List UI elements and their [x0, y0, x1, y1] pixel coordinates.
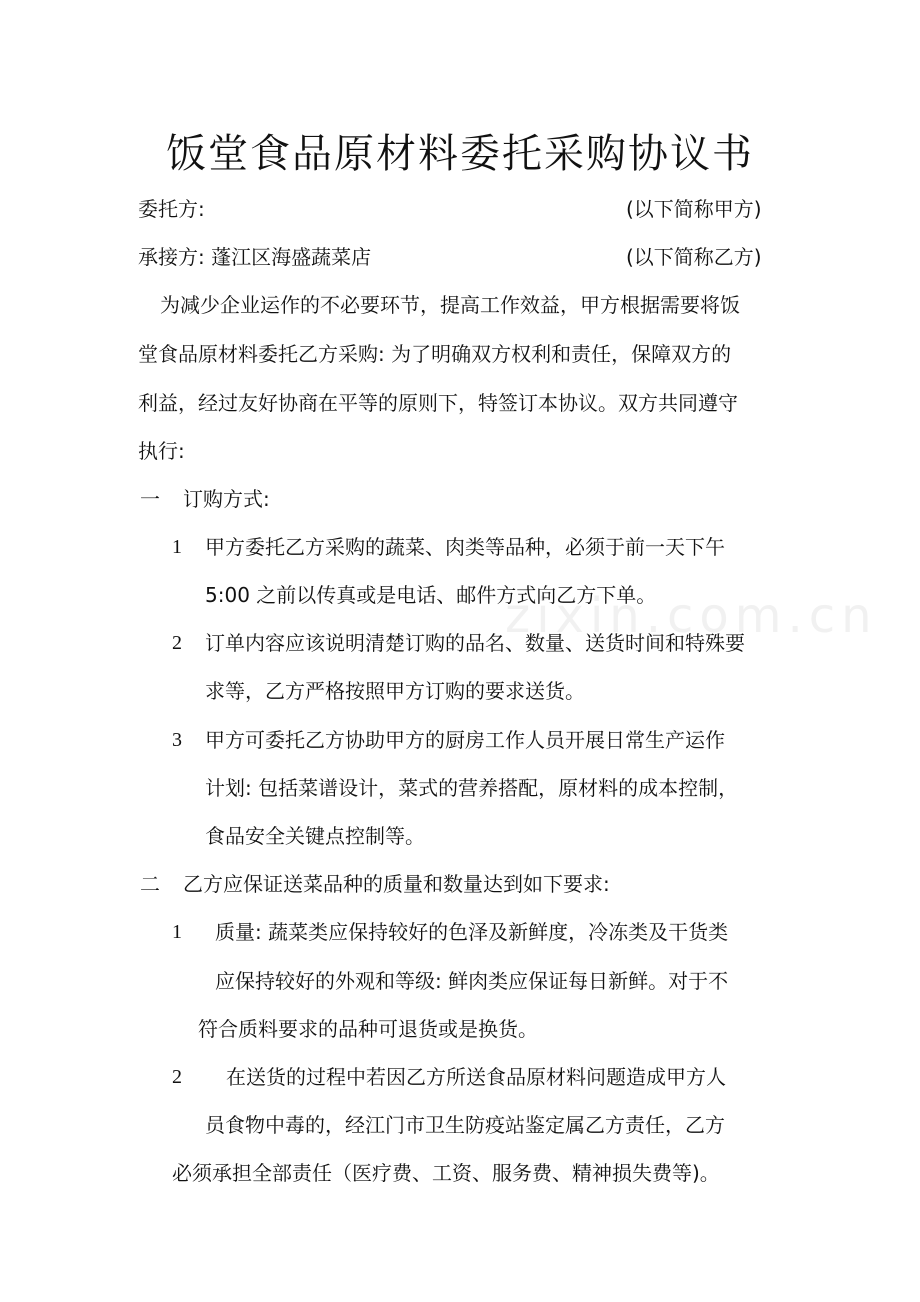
- section-2-heading: 乙方应保证送菜品种的质量和数量达到如下要求:: [183, 872, 610, 896]
- item-line: 5:00 之前以传真或是电话、邮件方式向乙方下单。: [205, 583, 657, 607]
- item-number: 2: [172, 632, 182, 654]
- watermark: zixin.com.cn: [505, 588, 878, 644]
- item-line: 在送货的过程中若因乙方所送食品原材料问题造成甲方人: [226, 1065, 726, 1089]
- intro-line: 执行:: [138, 439, 185, 463]
- item-number: 2: [172, 1066, 182, 1088]
- item-number: 1: [172, 921, 182, 943]
- party-a-abbrev: (以下简称甲方): [626, 197, 762, 221]
- item-line: 计划: 包括菜谱设计，菜式的营养搭配，原材料的成本控制，: [205, 776, 739, 800]
- intro-line: 堂食品原材料委托乙方采购: 为了明确双方权利和责任，保障双方的: [138, 342, 732, 366]
- item-line: 甲方委托乙方采购的蔬菜、肉类等品种，必须于前一天下午: [205, 535, 725, 559]
- item-line: 求等，乙方严格按照甲方订购的要求送货。: [205, 679, 585, 703]
- intro-line: 利益，经过友好协商在平等的原则下，特签订本协议。双方共同遵守: [138, 391, 738, 415]
- party-a-label: 委托方:: [138, 197, 205, 221]
- section-1-heading: 订购方式:: [183, 487, 270, 511]
- document-title: 饭堂食品原材料委托采购协议书: [166, 131, 754, 177]
- party-b-label: 承接方: 蓬江区海盛蔬菜店: [138, 245, 372, 269]
- party-b-abbrev: (以下简称乙方): [626, 245, 762, 269]
- intro-line: 为减少企业运作的不必要环节，提高工作效益，甲方根据需要将饭: [160, 293, 740, 317]
- item-line: 订单内容应该说明清楚订购的品名、数量、送货时间和特殊要: [205, 631, 745, 655]
- item-line: 食品安全关键点控制等。: [205, 824, 425, 848]
- item-number: 3: [172, 729, 182, 751]
- item-line: 符合质料要求的品种可退货或是换货。: [198, 1017, 538, 1041]
- section-1-number: 一: [140, 487, 160, 511]
- section-2-number: 二: [140, 872, 160, 896]
- item-line: 必须承担全部责任（医疗费、工资、服务费、精神损失费等)。: [172, 1161, 720, 1185]
- item-number: 1: [172, 536, 182, 558]
- item-line: 甲方可委托乙方协助甲方的厨房工作人员开展日常生产运作: [205, 728, 725, 752]
- item-line: 员食物中毒的，经江门市卫生防疫站鉴定属乙方责任，乙方: [205, 1113, 725, 1137]
- item-line: 应保持较好的外观和等级: 鲜肉类应保证每日新鲜。对于不: [215, 969, 729, 993]
- item-line: 质量: 蔬菜类应保持较好的色泽及新鲜度，冷冻类及干货类: [215, 920, 729, 944]
